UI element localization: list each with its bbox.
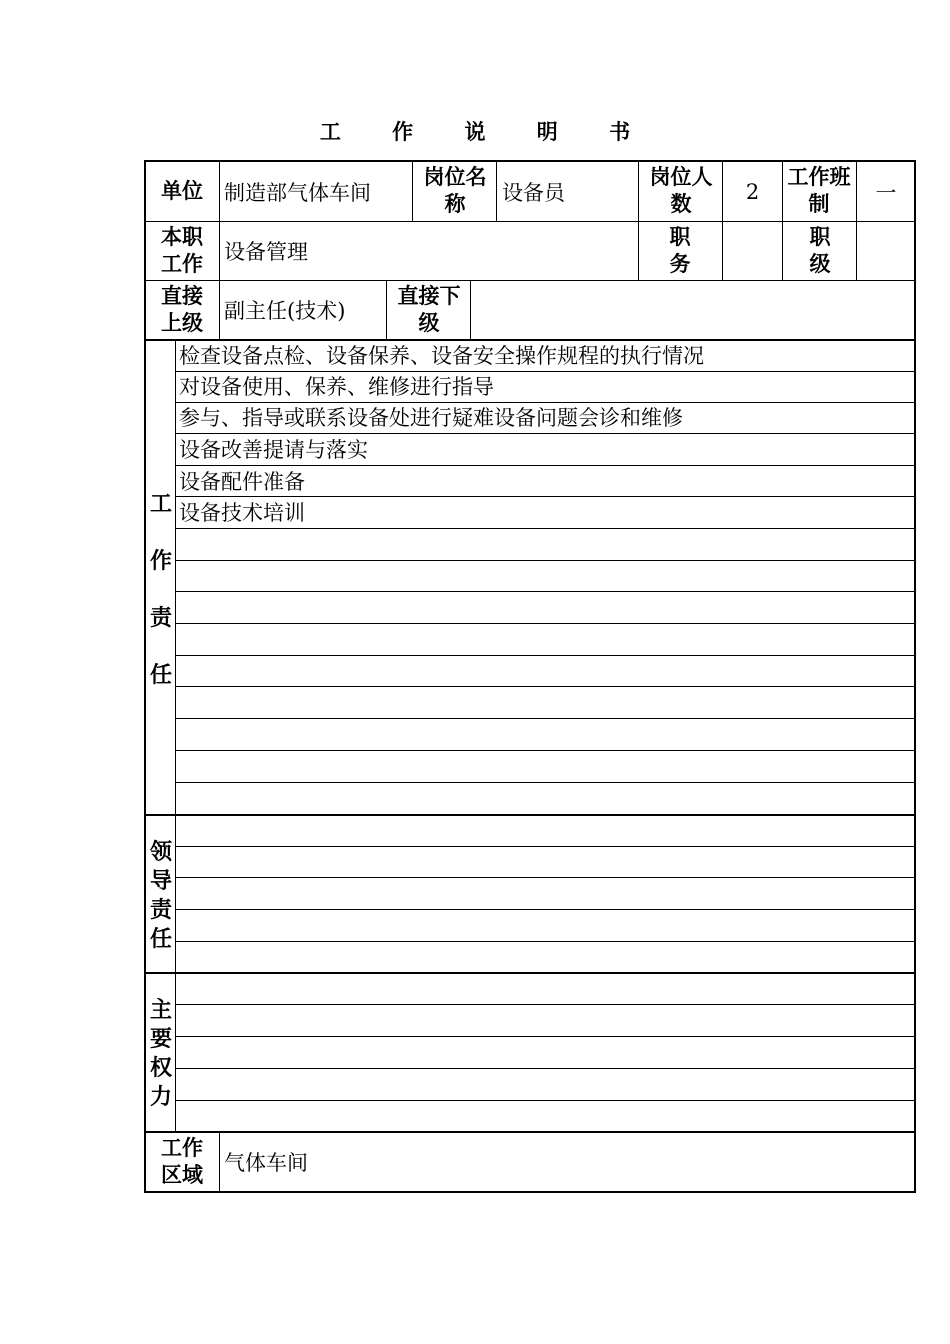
position-label: 职务 (669, 225, 691, 276)
row-divider (176, 655, 915, 656)
row-divider (176, 846, 915, 847)
duty-item: 对设备使用、保养、维修进行指导 (179, 375, 494, 399)
main-work-label: 本职工作 (161, 225, 203, 276)
page-title: 工 作 说 明 书 (319, 120, 653, 144)
row-divider (176, 877, 915, 878)
row-divider (176, 1036, 915, 1037)
grade-label: 职级 (809, 225, 831, 276)
superior-value: 副主任(技术) (224, 299, 346, 323)
subordinate-label: 直接下级 (397, 284, 461, 335)
headcount-value: 2 (745, 180, 760, 204)
section-divider (145, 972, 915, 974)
grade-value (858, 222, 914, 280)
col-divider (412, 161, 413, 221)
row-divider (176, 718, 915, 719)
row-divider (176, 909, 915, 910)
duty-item: 检查设备点检、设备保养、设备安全操作规程的执行情况 (179, 344, 704, 368)
duties-label: 工作责任 (149, 492, 172, 688)
duty-item: 设备配件准备 (179, 470, 305, 494)
headcount-label: 岗位人数 (649, 165, 713, 216)
row-divider (176, 1004, 915, 1005)
col-divider (219, 161, 220, 280)
superior-label: 直接上级 (161, 284, 203, 335)
main-work-value: 设备管理 (224, 240, 308, 264)
row-divider (176, 560, 915, 561)
position-value (724, 222, 780, 280)
row-divider (176, 686, 915, 687)
col-divider (219, 1133, 220, 1191)
col-divider (219, 280, 220, 339)
row-divider (176, 623, 915, 624)
col-divider (470, 280, 471, 339)
duty-item: 参与、指导或联系设备处进行疑难设备问题会诊和维修 (179, 406, 683, 430)
row-divider (176, 1068, 915, 1069)
post-name-value: 设备员 (502, 181, 565, 205)
unit-value: 制造部气体车间 (224, 181, 371, 205)
shift-label: 工作班制 (787, 165, 851, 216)
unit-label: 单位 (161, 178, 203, 203)
col-divider (638, 161, 639, 280)
authority-label: 主要权力 (149, 998, 172, 1110)
subordinate-value (476, 281, 912, 339)
work-area-value: 气体车间 (224, 1151, 308, 1175)
row-divider (176, 941, 915, 942)
row-divider (176, 1100, 915, 1101)
post-name-label: 岗位名称 (423, 165, 487, 216)
duty-item: 设备技术培训 (179, 501, 305, 525)
col-divider (496, 161, 497, 221)
col-divider (386, 280, 387, 339)
work-area-label: 工作区域 (161, 1136, 203, 1187)
row-divider (176, 591, 915, 592)
row-divider (176, 750, 915, 751)
duty-item: 设备改善提请与落实 (179, 438, 368, 462)
col-divider (782, 161, 783, 280)
row-divider (176, 782, 915, 783)
leadership-label: 领导责任 (149, 840, 172, 952)
section-divider (145, 814, 915, 816)
shift-value: 一 (875, 181, 897, 205)
